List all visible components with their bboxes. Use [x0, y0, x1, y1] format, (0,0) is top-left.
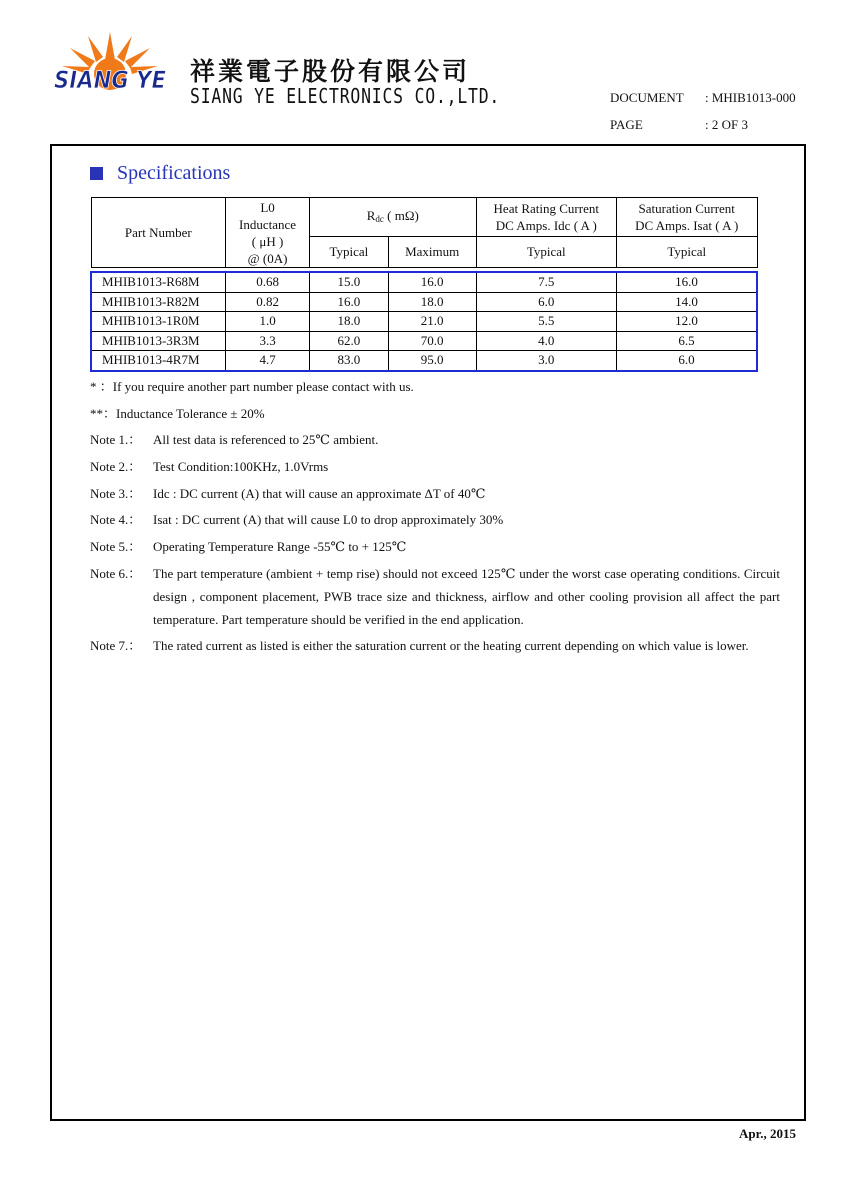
table-row: [91, 312, 757, 332]
company-logo: [50, 30, 170, 104]
note-text: Test Condition:100KHz, 1.0Vrms: [153, 459, 329, 474]
header-heat-line: DC Amps. Idc ( A ): [495, 218, 597, 233]
header-rdc-symbol: R: [366, 207, 376, 223]
note-label: Note 2.：: [90, 459, 142, 474]
subheader-rdc-typical: Typical: [309, 237, 388, 268]
subheader-idc-typical: Typical: [476, 237, 616, 268]
cell-rdc-maximum: 21.0: [388, 312, 476, 332]
table-row: [91, 331, 757, 351]
cell-rdc-maximum: 16.0: [388, 272, 476, 292]
cell-inductance: 1.0: [226, 312, 310, 332]
page-label: PAGE: [610, 117, 643, 132]
cell-part-number: MHIB1013-1R0M: [91, 312, 226, 332]
cell-inductance: 0.82: [226, 292, 310, 312]
cell-inductance: 3.3: [226, 331, 310, 351]
specifications-table: [90, 197, 758, 372]
subheader-rdc-maximum: Maximum: [388, 237, 476, 268]
header-rdc-unit: ( mΩ): [383, 207, 419, 223]
header-inductance-line: Inductance: [239, 216, 297, 232]
table-row: [91, 292, 757, 312]
note-item: [90, 482, 780, 505]
note-text: Operating Temperature Range -55℃ to + 125℃: [153, 539, 407, 554]
header-inductance-line: @ (0A): [247, 250, 288, 266]
section-title: [90, 162, 230, 185]
cell-isat: 6.0: [616, 351, 757, 371]
cell-isat: 12.0: [616, 312, 757, 332]
section-title-text: Specifications: [117, 162, 231, 184]
cell-inductance: 0.68: [226, 272, 310, 292]
note-label: Note 3.：: [90, 486, 142, 501]
header-inductance-line: ( μH ): [251, 233, 284, 249]
cell-inductance: 4.7: [226, 351, 310, 371]
note-label: Note 1.：: [90, 432, 142, 447]
footnote-tolerance: **：Inductance Tolerance ± 20%: [90, 406, 265, 421]
note-item: [90, 428, 780, 451]
document-label: DOCUMENT: [610, 90, 684, 105]
note-text: The rated current as listed is either the saturation current or the heating current depending on which value is lower.: [153, 638, 749, 653]
cell-idc: 7.5: [476, 272, 616, 292]
note-item: [90, 508, 780, 531]
note-item: [90, 562, 780, 631]
document-number: [610, 90, 796, 106]
cell-rdc-typical: 16.0: [309, 292, 388, 312]
note-text: The part temperature (ambient + temp rise) should not exceed 125℃ under the worst case operating conditions. Circuit design , component placement, PWB trace size and thickness, airflow and other cooling provision all affect the part temperature. Part temperature should be verified in the end application.: [153, 566, 780, 627]
header-sat-line: DC Amps. Isat ( A ): [635, 218, 739, 233]
cell-idc: 6.0: [476, 292, 616, 312]
page-number: [610, 117, 748, 133]
company-name-chinese: 祥業電子股份有限公司: [190, 57, 471, 86]
header-heat-line: Heat Rating Current: [493, 201, 599, 216]
cell-rdc-maximum: 18.0: [388, 292, 476, 312]
cell-rdc-maximum: 95.0: [388, 351, 476, 371]
company-name-english: SIANG YE ELECTRONICS CO.,LTD.: [190, 84, 501, 108]
note-item: [90, 535, 780, 558]
note-label: Note 6.：: [90, 566, 142, 581]
footnote-part-number: * ：If you require another part number please contact with us.: [90, 379, 414, 394]
cell-part-number: MHIB1013-3R3M: [91, 331, 226, 351]
cell-rdc-typical: 83.0: [309, 351, 388, 371]
cell-idc: 3.0: [476, 351, 616, 371]
header-inductance: [226, 198, 310, 268]
footer-date: Apr., 2015: [739, 1126, 796, 1141]
note-text: Idc : DC current (A) that will cause an approximate ΔT of 40℃: [153, 486, 486, 501]
cell-part-number: MHIB1013-R68M: [91, 272, 226, 292]
header-saturation: [616, 198, 757, 237]
header-part-number: Part Number: [91, 198, 226, 268]
subheader-isat-typical: Typical: [616, 237, 757, 268]
cell-part-number: MHIB1013-R82M: [91, 292, 226, 312]
note-label: Note 5.：: [90, 539, 142, 554]
table-row: [91, 351, 757, 371]
header-rdc-subscript: dc: [375, 213, 384, 224]
note-item: [90, 455, 780, 478]
cell-rdc-typical: 15.0: [309, 272, 388, 292]
cell-idc: 5.5: [476, 312, 616, 332]
cell-isat: 6.5: [616, 331, 757, 351]
note-text: All test data is referenced to 25℃ ambient.: [153, 432, 379, 447]
cell-rdc-typical: 62.0: [309, 331, 388, 351]
header-rdc: [309, 198, 476, 237]
cell-part-number: MHIB1013-4R7M: [91, 351, 226, 371]
header-inductance-line: L0: [260, 199, 275, 215]
square-bullet-icon: [90, 167, 103, 180]
cell-rdc-maximum: 70.0: [388, 331, 476, 351]
note-item: [90, 634, 780, 657]
header-sat-line: Saturation Current: [638, 201, 735, 216]
table-row: [91, 272, 757, 292]
note-label: Note 4.：: [90, 512, 142, 527]
logo-text: SIANG YE: [54, 66, 167, 94]
cell-isat: 16.0: [616, 272, 757, 292]
cell-isat: 14.0: [616, 292, 757, 312]
cell-rdc-typical: 18.0: [309, 312, 388, 332]
page-value: : 2 OF 3: [705, 117, 748, 132]
note-text: Isat : DC current (A) that will cause L0 to drop approximately 30%: [153, 512, 504, 527]
cell-idc: 4.0: [476, 331, 616, 351]
note-label: Note 7.：: [90, 638, 142, 653]
document-value: : MHIB1013-000: [705, 90, 796, 105]
header-heat-rating: [476, 198, 616, 237]
